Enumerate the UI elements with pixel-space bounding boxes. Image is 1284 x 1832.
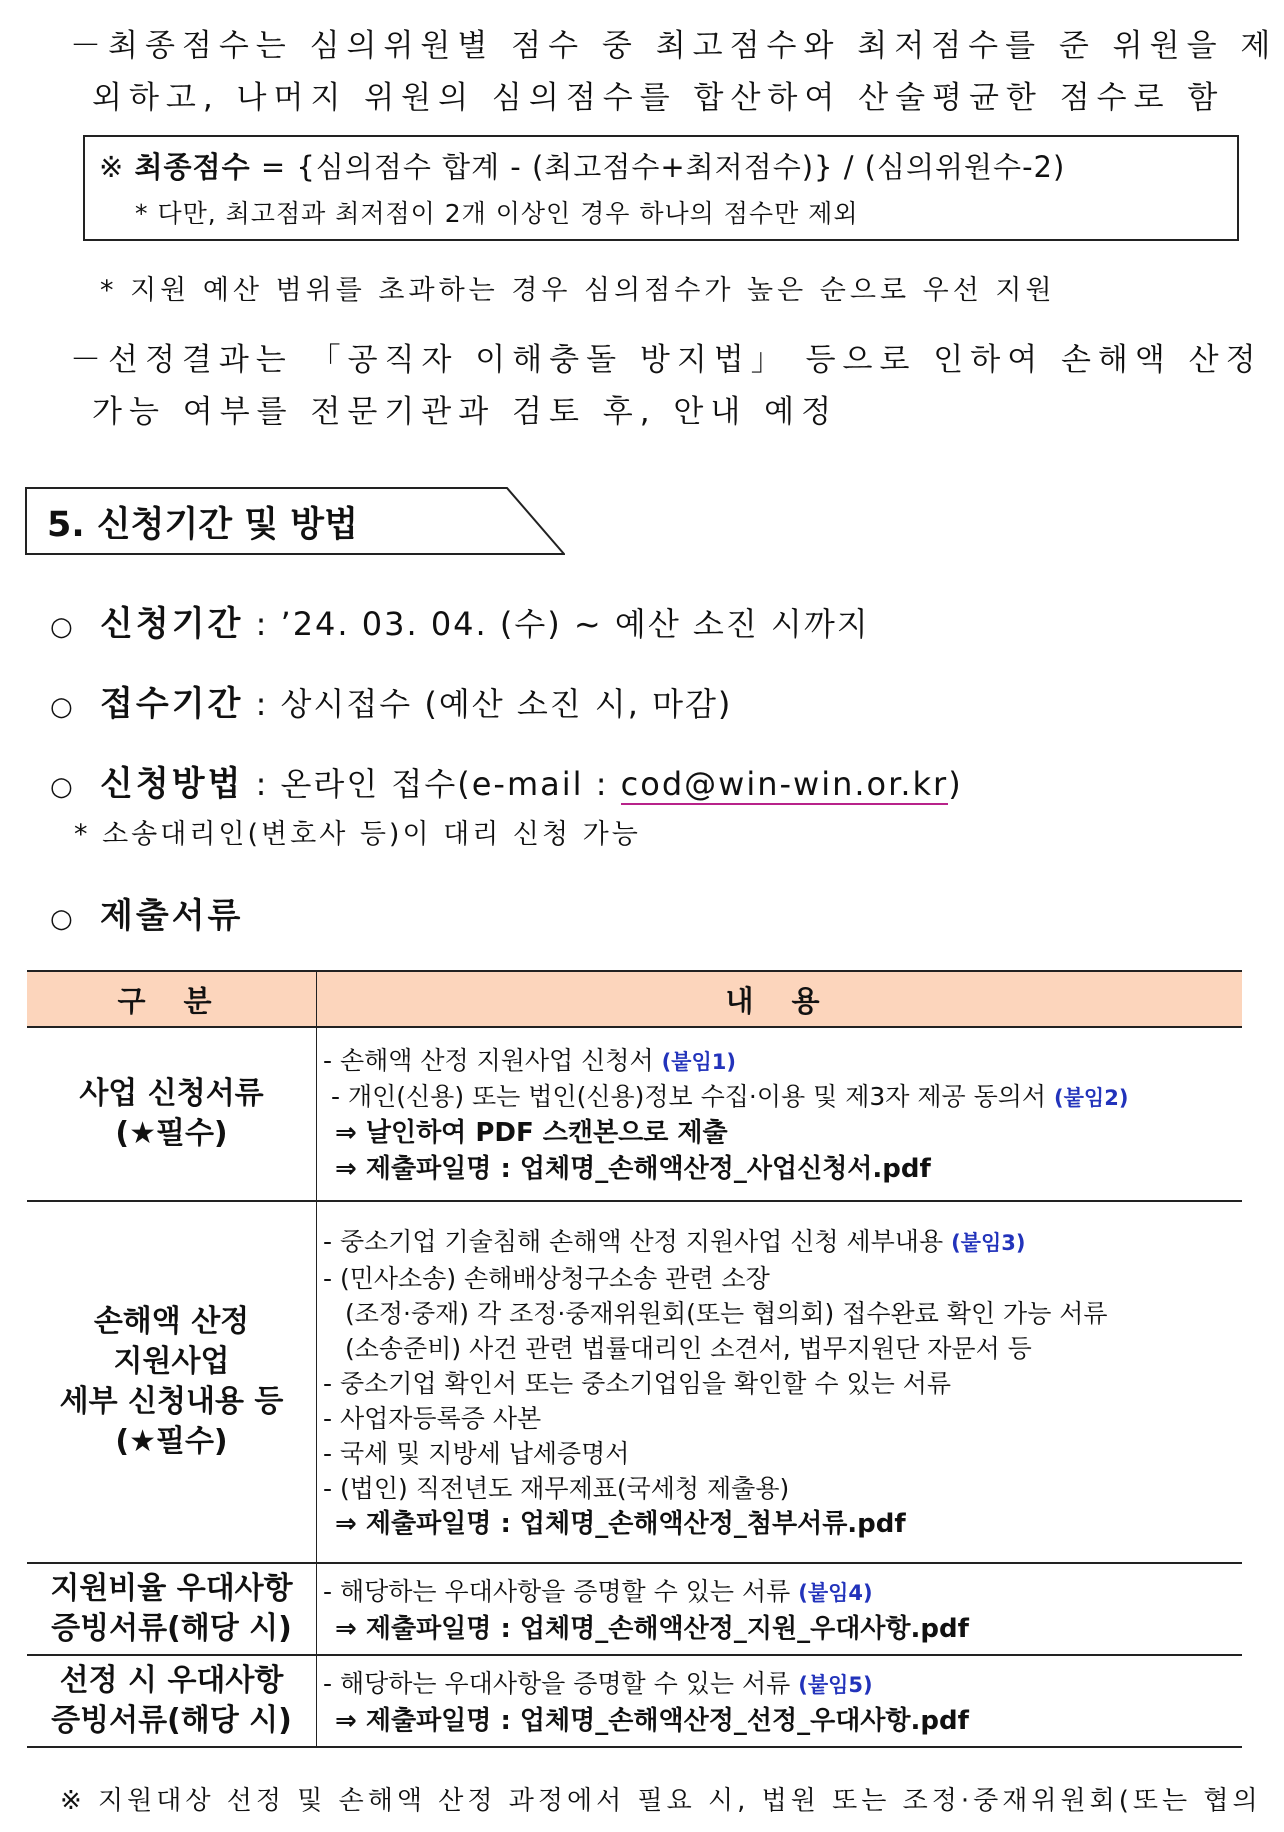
content-line: - 해당하는 우대사항을 증명할 수 있는 서류 (붙임4) <box>323 1576 873 1606</box>
application-method-label: 신청방법 <box>100 764 244 804</box>
submission-filename: ⇒ 제출파일명 : 업체명_손해액산정_사업신청서.pdf <box>335 1154 931 1184</box>
category-line: 선정 시 우대사항 <box>59 1663 284 1698</box>
formula-note: * 다만, 최고점과 최저점이 2개 이상인 경우 하나의 점수만 제외 <box>135 199 859 228</box>
required-documents <box>50 888 243 937</box>
table-header-row <box>27 971 1242 1027</box>
row-category <box>27 1201 317 1563</box>
row-content <box>317 1563 1243 1655</box>
content-line: - 개인(신용) 또는 법인(신용)정보 수집·이용 및 제3자 제공 동의서 (붙임2) <box>331 1082 1129 1111</box>
formula-line <box>99 145 1065 186</box>
documents-table <box>27 970 1242 1748</box>
content-line: - 사업자등록증 사본 <box>323 1404 542 1433</box>
intro-line-4: 가능 여부를 전문기관과 검토 후, 안내 예정 <box>92 394 839 430</box>
table-row <box>27 1027 1242 1201</box>
circle-bullet-icon: ○ <box>50 612 75 642</box>
attachment-ref: (붙임1) <box>661 1050 736 1074</box>
attachment-ref: (붙임5) <box>798 1672 873 1697</box>
intro-line-1: －최종점수는 심의위원별 점수 중 최고점수와 최저점수를 준 위원을 제 <box>70 28 1278 64</box>
section-title: 5. 신청기간 및 방법 <box>47 505 358 545</box>
row-content <box>317 1027 1243 1201</box>
category-line: 손해액 산정 <box>93 1304 250 1339</box>
content-line: - (법인) 직전년도 재무제표(국세청 제출용) <box>323 1474 790 1503</box>
submission-filename: ⇒ 제출파일명 : 업체명_손해액산정_선정_우대사항.pdf <box>335 1705 969 1736</box>
submission-instruction: ⇒ 날인하여 PDF 스캔본으로 제출 <box>335 1118 728 1148</box>
content-line: (조정·중재) 각 조정·중재위원회(또는 협의회) 접수완료 확인 가능 서류 <box>345 1299 1108 1328</box>
category-line: (★필수) <box>115 1424 228 1459</box>
budget-note: * 지원 예산 범위를 초과하는 경우 심의점수가 높은 순으로 우선 지원 <box>100 275 1056 306</box>
circle-bullet-icon: ○ <box>50 904 75 934</box>
agent-note: * 소송대리인(변호사 등)이 대리 신청 가능 <box>74 819 641 850</box>
section-header <box>25 487 565 555</box>
footer-note: ※ 지원대상 선정 및 손해액 산정 과정에서 필요 시, 법원 또는 조정·중재위원회(또는 협의 <box>60 1786 1262 1816</box>
required-documents-label: 제출서류 <box>100 896 244 936</box>
receipt-period <box>50 676 732 725</box>
table-row <box>27 1563 1242 1655</box>
content-line: - 해당하는 우대사항을 증명할 수 있는 서류 (붙임5) <box>323 1668 873 1698</box>
content-line: - (민사소송) 손해배상청구소송 관련 소장 <box>323 1264 770 1293</box>
category-line: 사업 신청서류 <box>79 1076 264 1111</box>
category-line: 증빙서류(해당 시) <box>51 1611 292 1646</box>
formula-label: 최종점수 <box>134 150 251 184</box>
category-line: (★필수) <box>115 1116 228 1151</box>
row-category <box>27 1655 317 1747</box>
category-line: 지원비율 우대사항 <box>50 1571 293 1606</box>
application-method <box>50 756 963 805</box>
content-line: - 국세 및 지방세 납세증명서 <box>323 1439 630 1468</box>
receipt-period-value: : 상시접수 (예산 소진 시, 마감) <box>255 685 733 723</box>
header-category: 구 분 <box>27 971 317 1027</box>
row-category <box>27 1563 317 1655</box>
formula-expression: = {심의점수 합계 - (최고점수+최저점수)} / (심의위원수-2) <box>260 150 1066 184</box>
reference-mark-icon: ※ <box>99 150 125 184</box>
application-period-label: 신청기간 <box>100 604 244 644</box>
header-content: 내 용 <box>317 971 1243 1027</box>
intro-line-3: －선정결과는 「공직자 이해충돌 방지법」 등으로 인하여 손해액 산정 <box>70 342 1263 378</box>
attachment-ref: (붙임4) <box>798 1580 873 1605</box>
content-line: - 손해액 산정 지원사업 신청서 (붙임1) <box>323 1046 736 1075</box>
table-row <box>27 1201 1242 1563</box>
final-score-formula-box <box>83 135 1239 241</box>
receipt-period-label: 접수기간 <box>100 684 244 724</box>
email-link[interactable]: cod@win-win.or.kr <box>620 765 949 803</box>
application-period <box>50 596 870 645</box>
submission-filename: ⇒ 제출파일명 : 업체명_손해액산정_첨부서류.pdf <box>335 1509 906 1539</box>
intro-line-2: 외하고, 나머지 위원의 심의점수를 합산하여 산술평균한 점수로 함 <box>92 80 1225 116</box>
content-line: - 중소기업 기술침해 손해액 산정 지원사업 신청 세부내용 (붙임3) <box>323 1227 1026 1256</box>
category-line: 증빙서류(해당 시) <box>51 1703 292 1738</box>
circle-bullet-icon: ○ <box>50 772 75 802</box>
submission-filename: ⇒ 제출파일명 : 업체명_손해액산정_지원_우대사항.pdf <box>335 1613 969 1644</box>
circle-bullet-icon: ○ <box>50 692 75 722</box>
row-content <box>317 1201 1243 1563</box>
method-close-paren: ) <box>948 765 963 803</box>
content-line: - 중소기업 확인서 또는 중소기업임을 확인할 수 있는 서류 <box>323 1369 952 1398</box>
row-category <box>27 1027 317 1201</box>
attachment-ref: (붙임3) <box>951 1231 1026 1255</box>
application-period-value: : ’24. 03. 04. (수) ~ 예산 소진 시까지 <box>255 605 870 643</box>
content-line: (소송준비) 사건 관련 법률대리인 소견서, 법무지원단 자문서 등 <box>345 1334 1032 1363</box>
application-method-value: : 온라인 접수(e-mail : <box>255 765 621 803</box>
category-line: 지원사업 <box>113 1344 230 1379</box>
category-line: 세부 신청내용 등 <box>59 1384 284 1419</box>
table-row <box>27 1655 1242 1747</box>
row-content <box>317 1655 1243 1747</box>
attachment-ref: (붙임2) <box>1054 1086 1129 1110</box>
